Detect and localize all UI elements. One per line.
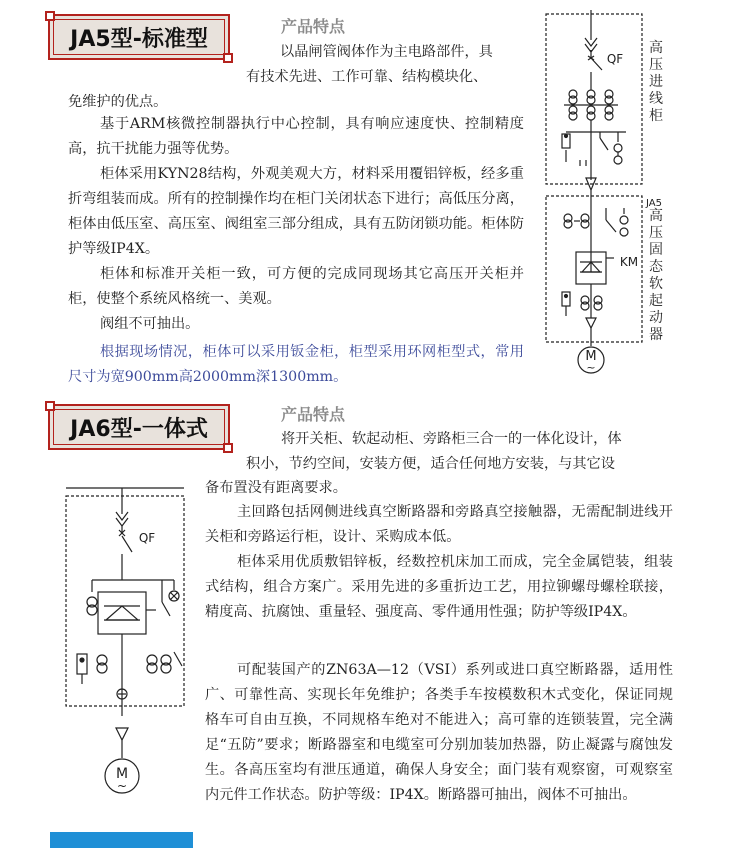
label-char: 线: [649, 91, 663, 107]
ja5-motor-label: M: [585, 349, 597, 364]
label-char: 高: [649, 208, 663, 224]
ja5-para-1b: 有技术先进、工作可靠、结构模块化、: [246, 69, 488, 85]
ja6-motor-label: M: [115, 766, 129, 782]
ja6-features-title: 产品特点: [281, 405, 346, 424]
ja6-para-4: 可配装国产的ZN63A—12（VSI）系列或进口真空断路器，适用性广、可靠性高、实现长年免维护；各类手车按模数积木式变化，保证同规格车可自由互换，不同规格车绝对不能进入；高可靠的连锁装置，完全满足“五防”要求；断路器室和电缆室可分别加装加热器，防止凝露与腐蚀发生。各高压室均有泄压通道，确保人身安全；面门装有观察窗，可观察室内元件工作状态。防护等级：IP4X。断路器可抽出，阀体不可抽出。: [205, 662, 673, 803]
ja5-para-2: 基于ARM核微控制器执行中心控制，具有响应速度快、控制精度高，抗干扰能力强等优势。: [68, 116, 524, 157]
ja5-para-1c: 免维护的优点。: [68, 94, 168, 110]
label-char: 固: [649, 242, 663, 258]
ja6-para-1b: 积小，节约空间，安装方便，适合任何地方安装，与其它设: [246, 456, 615, 472]
label-char: 高: [649, 40, 663, 56]
ja6-para-2: 主回路包括网侧进线真空断路器和旁路真空接触器，无需配制进线开关柜和旁路运行柜，设计、采购成本低。: [205, 504, 673, 545]
ja5-motor-tilde: ~: [586, 361, 596, 374]
ja6-para-1a: 将开关柜、软起动柜、旁路柜三合一的一体化设计，体: [281, 431, 622, 447]
ja5-qf-label: QF: [606, 52, 624, 66]
label-char: 进: [649, 74, 663, 90]
label-char: 动: [649, 310, 663, 326]
label-char: 柜: [649, 108, 663, 124]
label-char: 态: [649, 259, 663, 275]
label-char: 起: [649, 293, 663, 309]
ja6-badge: JA6型-一体式: [48, 404, 230, 450]
ja5-features-title: 产品特点: [281, 17, 346, 36]
ja6-qf-label: QF: [138, 531, 156, 545]
ja5-para-5: 阀组不可抽出。: [100, 316, 200, 332]
ja6-para-3: 柜体采用优质敷铝锌板，经数控机床加工而成，完全金属铠装，组装式结构，组合方案广。采用先进的多重折边工艺，用拉铆螺母螺栓联接，精度高、抗腐蚀、重量轻、强度高、零件通用性强；防护等级IP4X。: [205, 554, 673, 620]
ja5-para-6: 根据现场情况，柜体可以采用钣金柜，柜型采用环网柜型式，常用尺寸为宽900mm高2000mm深1300mm。: [68, 344, 524, 385]
ja5-para-4: 柜体和标准开关柜一致，可方便的完成同现场其它高压开关柜并柜，使整个系统风格统一、美观。: [68, 266, 524, 307]
label-char: 压: [649, 57, 663, 73]
ja6-para-1c: 备布置没有距离要求。: [205, 480, 347, 496]
label-char: 器: [649, 327, 663, 343]
label-char: 压: [649, 225, 663, 241]
ja5-para-1a: 以晶闸管阀体作为主电路部件，具: [280, 44, 493, 60]
ja6-motor-tilde: ~: [116, 779, 128, 793]
ja5-small-label: JA5: [646, 198, 662, 209]
ja5-badge: JA5型-标准型: [48, 14, 230, 60]
ja5-km-label: KM: [619, 255, 639, 269]
ja5-para-3: 柜体采用KYN28结构，外观美观大方，材料采用覆铝锌板，经多重折弯组装而成。所有的控制操作均在柜门关闭状态下进行；高低压分离，柜体由低压室、高压室、阀组室三部分组成，具有五防闭锁功能。柜体防护等级IP4X。: [68, 166, 524, 257]
footer-accent-bar: [50, 832, 193, 848]
label-char: 软: [649, 276, 663, 292]
